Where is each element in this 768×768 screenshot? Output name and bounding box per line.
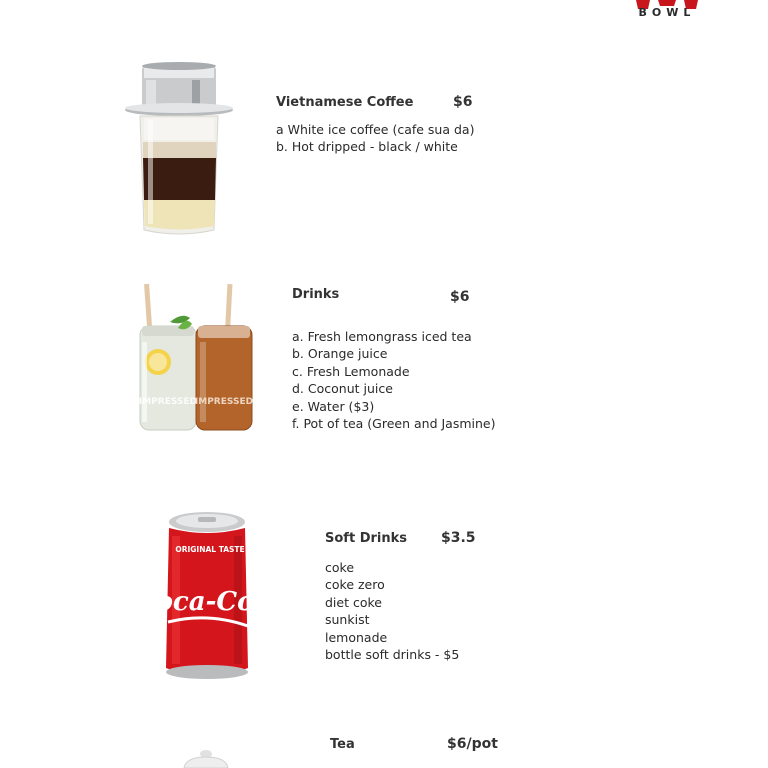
list-item: lemonade: [325, 629, 388, 645]
list-item: a. Fresh lemongrass iced tea: [292, 329, 472, 344]
option-list: [292, 328, 496, 432]
teapot-icon: [176, 748, 236, 768]
item-title: Soft Drinks: [325, 531, 407, 546]
svg-text:IMPRESSED: IMPRESSED: [138, 397, 198, 407]
mason-jar-drinks-icon: [134, 282, 258, 434]
list-item: e. Water ($3): [292, 398, 375, 414]
list-item: coke zero: [325, 577, 385, 593]
brand-name: BOWL: [638, 6, 696, 19]
option-list: [325, 559, 459, 663]
list-item: bottle soft drinks - $5: [325, 647, 460, 663]
option-list: [276, 121, 474, 156]
brand-logo: [622, 0, 712, 20]
svg-text:ORIGINAL TASTE: ORIGINAL TASTE: [175, 545, 245, 554]
svg-text:Coca-Cola: Coca-Cola: [134, 587, 282, 617]
list-item: c. Fresh Lemonade: [292, 363, 410, 379]
coke-can-icon: [134, 508, 282, 684]
list-item: coke: [325, 560, 355, 575]
list-item: b. Hot dripped - black / white: [276, 139, 458, 155]
item-price: $6: [450, 289, 470, 305]
list-item: sunkist: [325, 612, 370, 628]
svg-text:IMPRESSED: IMPRESSED: [194, 397, 254, 407]
item-price: $6/pot: [447, 736, 498, 752]
list-item: d. Coconut juice: [292, 381, 393, 397]
item-price: $3.5: [441, 530, 476, 546]
item-title: Drinks: [292, 287, 340, 302]
item-price: $6: [453, 94, 473, 110]
list-item: diet coke: [325, 594, 382, 610]
item-title: Vietnamese Coffee: [276, 95, 414, 110]
list-item: b. Orange juice: [292, 346, 388, 362]
item-title: Tea: [330, 737, 355, 752]
coffee-phin-glass-icon: [122, 60, 238, 238]
list-item: f. Pot of tea (Green and Jasmine): [292, 416, 496, 432]
list-item: a White ice coffee (cafe sua da): [276, 122, 475, 137]
